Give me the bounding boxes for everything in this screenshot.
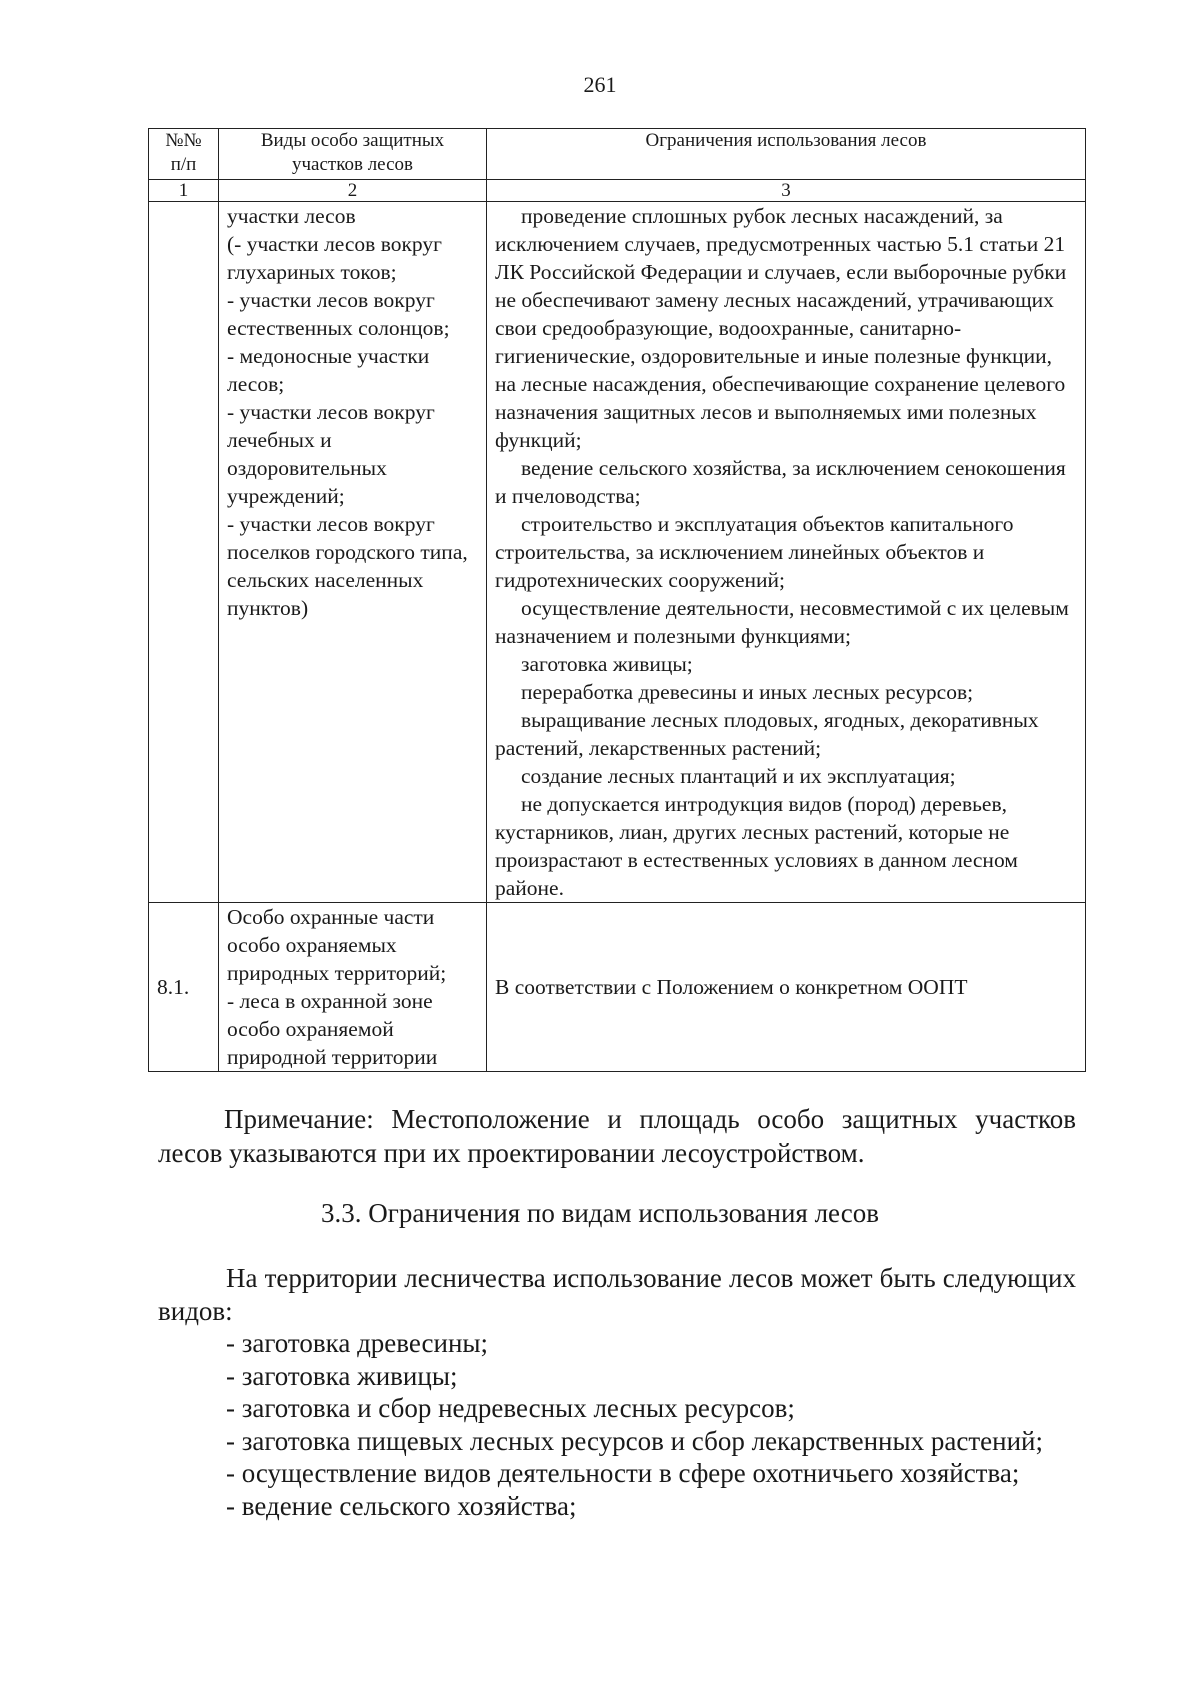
forest-type-line: - медоносные участки лесов;	[227, 344, 430, 396]
intro-paragraph: На территории лесничества использование лесов может быть следующих видов:	[158, 1263, 1076, 1326]
list-item: - заготовка пищевых лесных ресурсов и сбор лекарственных растений;	[226, 1425, 1044, 1456]
section-body	[158, 1262, 1076, 1522]
restriction-item: создание лесных плантаций и их эксплуатация;	[521, 764, 956, 788]
restriction-item: проведение сплошных рубок лесных насаждений, за исключением случаев, предусмотренных частью 5.1 статьи 21 ЛК Российской Федерации и случаев, если выборочные рубки не обеспечивают замену лесных насаждений, утрачивающих свои средообразующие, водоохранные, санитарно-гигиенические, оздоровительные и иные полезные функции, на лесные насаждения, обеспечивающие сохранение целевого назначения защитных лесов и выполняемых ими полезных функций;	[495, 204, 1067, 452]
page-number: 261	[583, 72, 617, 97]
table-row	[149, 202, 1086, 903]
restriction-item: строительство и эксплуатация объектов капитального строительства, за исключением линейных объектов и гидротехнических сооружений;	[495, 512, 1014, 592]
list-item: - заготовка живицы;	[226, 1360, 458, 1391]
header-restrictions: Ограничения использования лесов	[487, 129, 1086, 180]
forest-type-line: (- участки лесов вокруг глухариных токов;	[227, 232, 442, 284]
restriction-item: не допускается интродукция видов (пород) деревьев, кустарников, лиан, других лесных растений, которые не произрастают в естественных условиях в данном лесном районе.	[495, 792, 1018, 900]
header-number: №№ п/п	[149, 129, 219, 180]
header-types: Виды особо защитных участков лесов	[219, 129, 487, 180]
section-title: 3.3. Ограничения по видам использования лесов	[321, 1198, 879, 1228]
forest-type-line: - участки лесов вокруг естественных солонцов;	[227, 288, 450, 340]
list-item: - ведение сельского хозяйства;	[226, 1490, 577, 1521]
table-note	[158, 1102, 1076, 1170]
restriction-item: заготовка живицы;	[521, 652, 693, 676]
forest-type-line: участки лесов	[227, 204, 356, 228]
restriction-item: осуществление деятельности, несовместимой с их целевым назначением и полезными функциями;	[495, 596, 1069, 648]
forest-type-line: - участки лесов вокруг поселков городского типа, сельских населенных пунктов)	[227, 512, 468, 620]
note-text: Примечание: Местоположение и площадь особо защитных участков лесов указываются при их проектировании лесоустройством.	[158, 1104, 1076, 1168]
column-number: 3	[487, 180, 1086, 202]
forest-type-line: - участки лесов вокруг лечебных и оздоровительных учреждений;	[227, 400, 435, 508]
list-item: - заготовка древесины;	[226, 1328, 489, 1358]
list-item: - заготовка и сбор недревесных лесных ресурсов;	[226, 1393, 795, 1423]
column-number: 1	[149, 180, 219, 202]
table-row	[149, 903, 1086, 1072]
table-header-row	[149, 129, 1086, 180]
forest-types-cell	[219, 202, 487, 903]
forest-type-line: Особо охранные части особо охраняемых природных территорий;	[227, 905, 447, 985]
restrictions-cell	[487, 202, 1086, 903]
list-item: - осуществление видов деятельности в сфере охотничьего хозяйства;	[226, 1458, 1020, 1488]
forest-type-line: - леса в охранной зоне особо охраняемой природной территории	[227, 989, 438, 1069]
restriction-item: выращивание лесных плодовых, ягодных, декоративных растений, лекарственных растений;	[495, 708, 1039, 760]
row-number: 8.1.	[149, 903, 219, 1072]
forest-types-cell	[219, 903, 487, 1072]
column-number: 2	[219, 180, 487, 202]
restriction-item: ведение сельского хозяйства, за исключением сенокошения и пчеловодства;	[495, 456, 1066, 508]
row-number	[149, 202, 219, 903]
restrictions-cell: В соответствии с Положением о конкретном ООПТ	[487, 903, 1086, 1072]
restrictions-table	[148, 128, 1086, 1072]
restriction-item: переработка древесины и иных лесных ресурсов;	[521, 680, 974, 704]
column-number-row	[149, 180, 1086, 202]
